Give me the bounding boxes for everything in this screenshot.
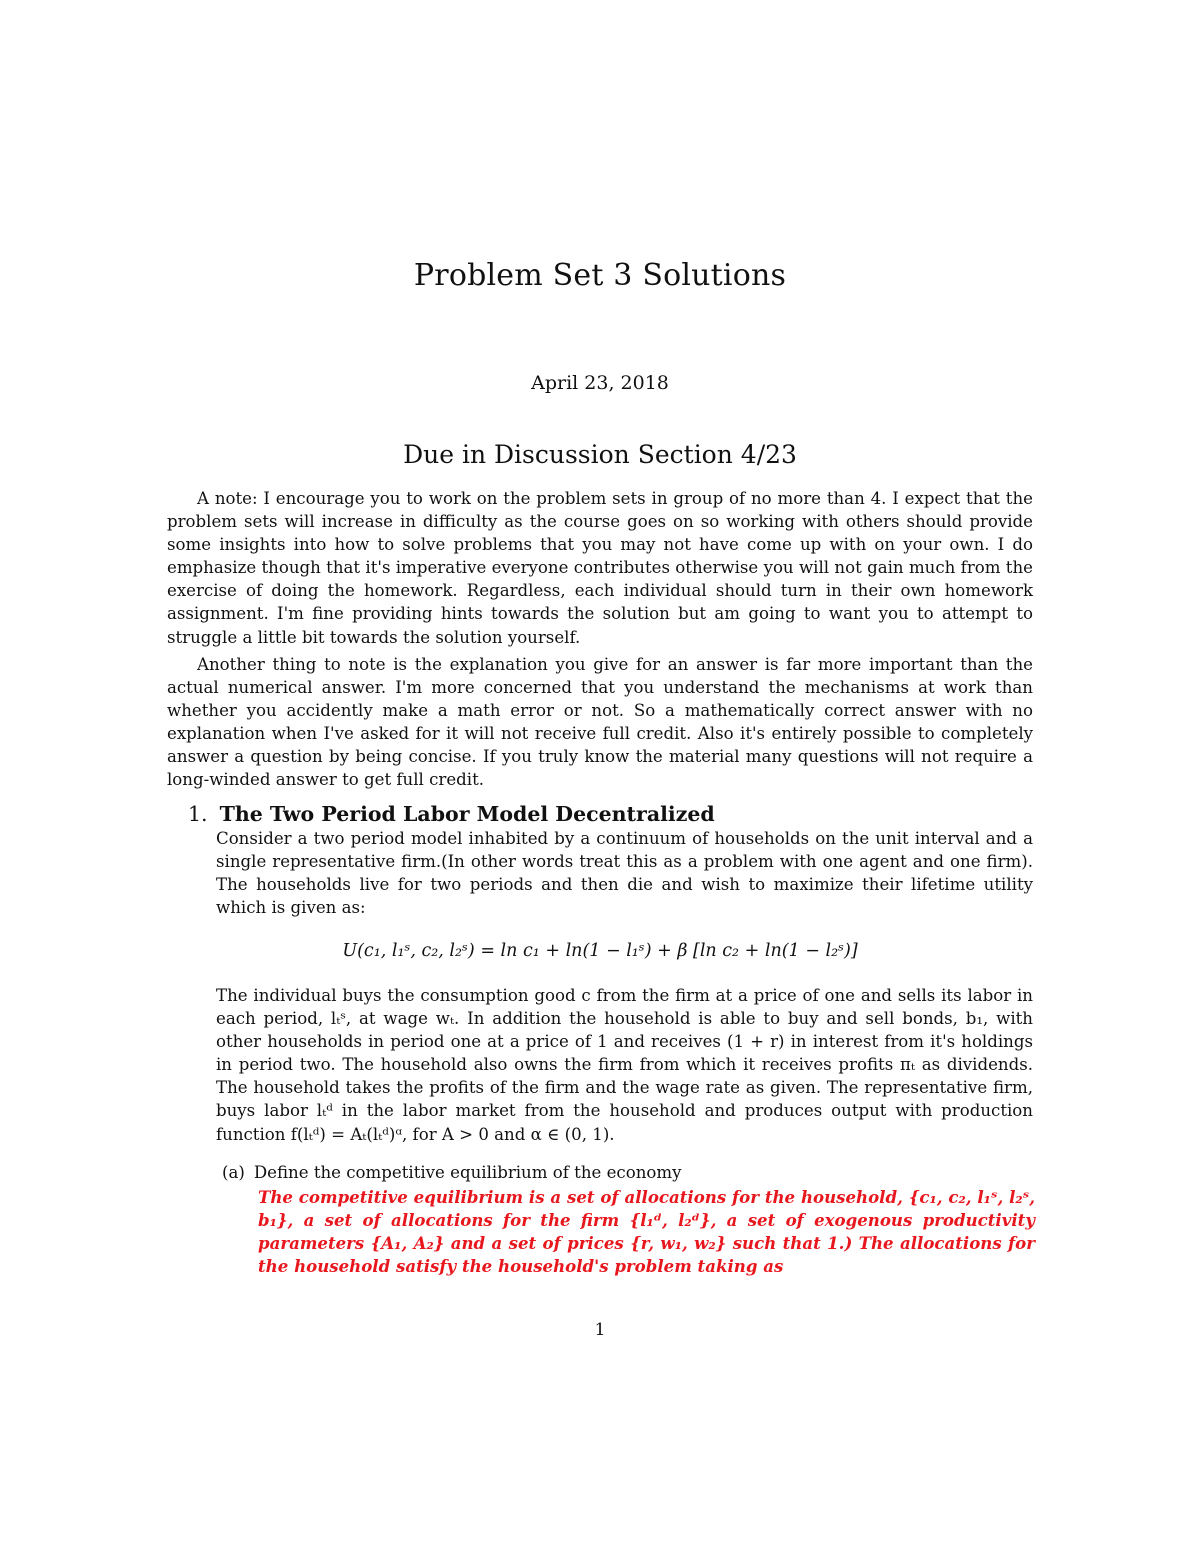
note-paragraph: A note: I encourage you to work on the problem sets in group of no more than 4. I expect that the problem sets will increase in difficulty as the course goes on so working with others should provide some insights into how to solve problems that you may not have come up with on your own. I do emphasize though that it's imperative everyone contributes otherwise you will not gain much from the exercise of doing the homework. Regardless, each individual should turn in their own homework assignment. I'm fine providing hints towards the solution but am going to want you to attempt to struggle a little bit towards the solution yourself. bbox=[167, 489, 1033, 647]
section-number: 1. bbox=[188, 802, 208, 826]
explanation-paragraph: Another thing to note is the explanation you give for an answer is far more important than the actual numerical answer. I'm more concerned that you understand the mechanisms at work than whether you accidently make a math error or not. So a mathematically correct answer with no explanation when I've asked for it will not receive full credit. Also it's entirely possible to completely answer a question by being concise. If you truly know the material many questions will not require a long-winded answer to get full credit. bbox=[167, 655, 1033, 790]
document-date: April 23, 2018 bbox=[531, 372, 669, 394]
problem-intro: Consider a two period model inhabited by a continuum of households on the unit interval and a single representative firm.(In other words treat this as a problem with one agent and one firm). The households live for two periods and then die and wish to maximize their lifetime utility which is given as: bbox=[216, 829, 1033, 918]
section-title: The Two Period Labor Model Decentralized bbox=[219, 802, 715, 826]
part-a bbox=[222, 1163, 682, 1182]
solution-answer: The competitive equilibrium is a set of allocations for the household, {c₁, c₂, l₁ˢ, l₂ˢ, b₁}, a set of allocations for the firm {l₁ᵈ, l₂ᵈ}, a set of exogenous productivity parameters {A₁, A₂} and a set of prices {r, w₁, w₂} such that 1.) The allocations for the household satisfy the household's problem taking as bbox=[258, 1187, 1035, 1277]
section-heading bbox=[188, 802, 715, 826]
problem-description: The individual buys the consumption good c from the firm at a price of one and sells its labor in each period, lₜˢ, at wage wₜ. In addition the household is able to buy and sell bonds, b₁, with other households in period one at a price of 1 and receives (1 + r) in interest from it's holdings in period two. The household also owns the firm from which it receives profits πₜ as dividends. The household takes the profits of the firm and the wage rate as given. The representative firm, buys labor lₜᵈ in the labor market from the household and produces output with production function f(lₜᵈ) = Aₜ(lₜᵈ)ᵅ, for A > 0 and α ∈ (0, 1). bbox=[216, 986, 1033, 1144]
document-subtitle: Due in Discussion Section 4/23 bbox=[403, 440, 797, 469]
utility-equation: U(c₁, l₁ˢ, c₂, l₂ˢ) = ln c₁ + ln(1 − l₁ˢ) + β [ln c₂ + ln(1 − l₂ˢ)] bbox=[342, 941, 858, 961]
page-title: Problem Set 3 Solutions bbox=[413, 258, 787, 293]
page-number: 1 bbox=[594, 1320, 606, 1340]
part-question: Define the competitive equilibrium of the economy bbox=[253, 1163, 682, 1182]
part-label: (a) bbox=[222, 1163, 245, 1182]
